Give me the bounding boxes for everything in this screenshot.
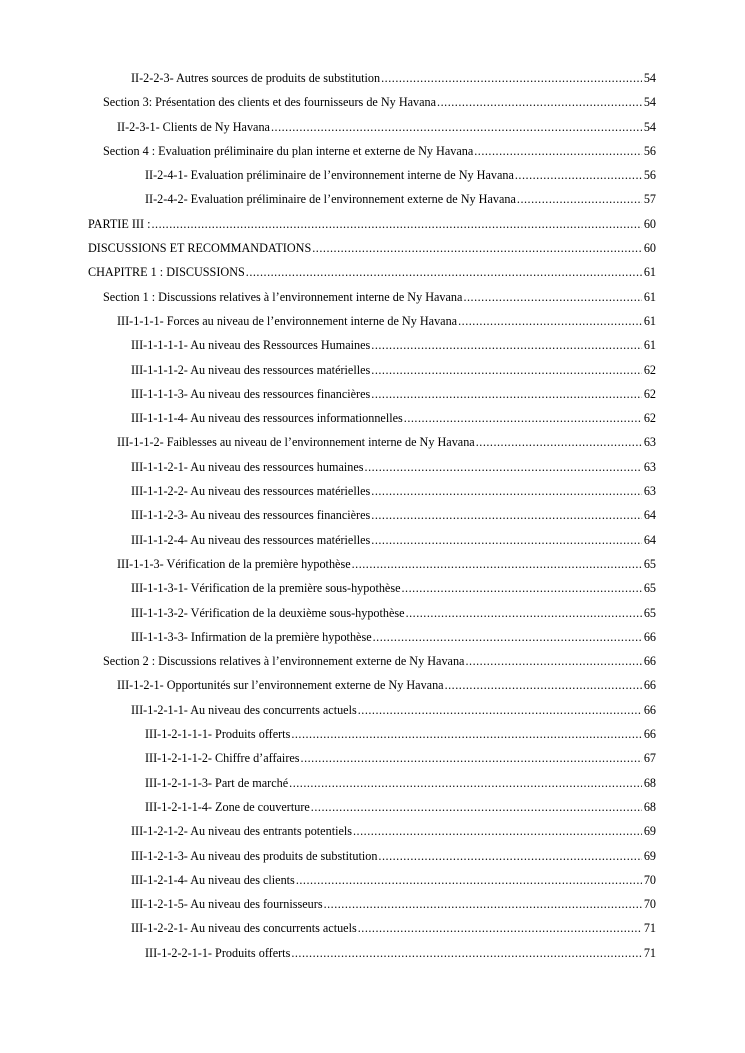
toc-entry[interactable] (0, 528, 745, 552)
toc-entry-label: II-2-4-2- Evaluation préliminaire de l’environnement externe de Ny Havana (145, 192, 516, 207)
dot-leader (246, 260, 642, 284)
toc-entry-page-number: 62 (643, 386, 656, 401)
toc-entry[interactable] (0, 795, 745, 819)
toc-entry-label: II-2-4-1- Evaluation préliminaire de l’environnement interne de Ny Havana (145, 168, 514, 183)
toc-entry[interactable] (0, 358, 745, 382)
toc-entry[interactable] (0, 649, 745, 673)
toc-entry-label: III-1-2-1-3- Au niveau des produits de substitution (131, 848, 378, 863)
dot-leader (312, 236, 642, 260)
dot-leader (476, 430, 642, 454)
toc-entry[interactable] (0, 673, 745, 697)
toc-entry[interactable] (0, 455, 745, 479)
toc-entry-page-number: 65 (643, 605, 656, 620)
toc-entry[interactable] (0, 285, 745, 309)
toc-entry[interactable] (0, 163, 745, 187)
dot-leader (404, 406, 642, 430)
toc-entry-page-number: 63 (643, 484, 656, 499)
toc-entry[interactable] (0, 941, 745, 965)
dot-leader (371, 503, 642, 527)
toc-entry[interactable] (0, 333, 745, 357)
toc-entry[interactable] (0, 552, 745, 576)
toc-entry-page-number: 61 (643, 289, 656, 304)
toc-entry-page-number: 70 (643, 897, 656, 912)
toc-entry-page-number: 68 (643, 799, 656, 814)
dot-leader (458, 309, 642, 333)
dot-leader (371, 479, 642, 503)
dot-leader (151, 212, 641, 236)
toc-entry[interactable] (0, 844, 745, 868)
toc-entry[interactable] (0, 503, 745, 527)
toc-entry-page-number: 66 (643, 727, 656, 742)
toc-entry-page-number: 62 (643, 362, 656, 377)
toc-entry-label: III-1-1-1-2- Au niveau des ressources matérielles (131, 362, 371, 377)
toc-entry-page-number: 54 (643, 119, 656, 134)
dot-leader (358, 698, 642, 722)
dot-leader (311, 795, 642, 819)
toc-entry-page-number: 63 (643, 435, 656, 450)
toc-entry-page-number: 66 (643, 678, 656, 693)
toc-entry-label: III-1-1-1- Forces au niveau de l’environnement interne de Ny Havana (117, 313, 458, 328)
dot-leader (301, 746, 642, 770)
toc-entry-label: III-1-2-1-2- Au niveau des entrants potentiels (131, 824, 352, 839)
toc-entry-label: III-1-2-2-1- Au niveau des concurrents actuels (131, 921, 357, 936)
toc-entry[interactable] (0, 260, 745, 284)
toc-entry-label: III-1-2-1-1-3- Part de marché (145, 775, 289, 790)
toc-entry-page-number: 65 (643, 581, 656, 596)
toc-entry-page-number: 67 (643, 751, 656, 766)
toc-entry-page-number: 61 (643, 313, 656, 328)
toc-entry[interactable] (0, 236, 745, 260)
dot-leader (465, 649, 641, 673)
toc-entry-page-number: 68 (643, 775, 656, 790)
toc-entry-page-number: 65 (643, 556, 656, 571)
table-of-contents (0, 66, 745, 965)
toc-entry-page-number: 61 (643, 265, 656, 280)
toc-entry-label: III-1-2-2-1-1- Produits offerts (145, 945, 291, 960)
dot-leader (296, 868, 642, 892)
dot-leader (373, 625, 642, 649)
toc-entry-page-number: 66 (643, 629, 656, 644)
toc-entry-label: Section 2 : Discussions relatives à l’environnement externe de Ny Havana (103, 654, 465, 669)
toc-entry[interactable] (0, 698, 745, 722)
toc-entry-label: III-1-1-2- Faiblesses au niveau de l’environnement interne de Ny Havana (117, 435, 475, 450)
toc-entry-page-number: 54 (643, 95, 656, 110)
toc-entry-label: III-1-2-1-1-4- Zone de couverture (145, 799, 310, 814)
toc-entry-label: III-1-2-1-1-2- Chiffre d’affaires (145, 751, 300, 766)
toc-entry-label: II-2-2-3- Autres sources de produits de substitution (131, 71, 381, 85)
toc-entry[interactable] (0, 746, 745, 770)
toc-entry[interactable] (0, 576, 745, 600)
toc-entry-page-number: 56 (643, 143, 656, 158)
toc-entry[interactable] (0, 382, 745, 406)
dot-leader (324, 892, 642, 916)
dot-leader (289, 771, 642, 795)
toc-entry[interactable] (0, 916, 745, 940)
toc-entry-label: III-1-1-3- Vérification de la première hypothèse (117, 556, 351, 571)
toc-entry-label: III-1-1-3-3- Infirmation de la première hypothèse (131, 629, 372, 644)
toc-entry-label: III-1-2-1-1- Au niveau des concurrents actuels (131, 702, 357, 717)
toc-entry-page-number: 60 (643, 241, 656, 256)
dot-leader (515, 163, 642, 187)
toc-entry-label: III-1-2-1-1-1- Produits offerts (145, 727, 291, 742)
toc-entry-label: CHAPITRE 1 : DISCUSSIONS (88, 265, 245, 280)
toc-entry-page-number: 60 (643, 216, 656, 231)
dot-leader (371, 528, 642, 552)
dot-leader (365, 455, 642, 479)
toc-entry-page-number: 54 (643, 71, 656, 85)
toc-entry[interactable] (0, 115, 745, 139)
toc-entry[interactable] (0, 625, 745, 649)
toc-entry-label: DISCUSSIONS ET RECOMMANDATIONS (88, 241, 312, 256)
toc-entry-page-number: 71 (643, 921, 656, 936)
toc-entry[interactable] (0, 212, 745, 236)
toc-entry-label: II-2-3-1- Clients de Ny Havana (117, 119, 270, 134)
toc-entry[interactable] (0, 90, 745, 114)
toc-entry-page-number: 64 (643, 532, 656, 547)
toc-entry-label: III-1-1-1-1- Au niveau des Ressources Humaines (131, 338, 371, 353)
toc-entry-label: III-1-1-2-2- Au niveau des ressources matérielles (131, 484, 371, 499)
dot-leader (437, 90, 642, 114)
toc-entry-label: PARTIE III : (88, 216, 151, 231)
toc-entry[interactable] (0, 868, 745, 892)
toc-entry-page-number: 69 (643, 824, 656, 839)
dot-leader (291, 941, 642, 965)
dot-leader (406, 601, 642, 625)
toc-entry-page-number: 64 (643, 508, 656, 523)
toc-entry-label: III-1-1-2-3- Au niveau des ressources financières (131, 508, 371, 523)
toc-entry[interactable] (0, 66, 745, 90)
dot-leader (381, 66, 642, 90)
toc-entry-label: III-1-1-1-4- Au niveau des ressources informationnelles (131, 411, 403, 426)
dot-leader (271, 115, 642, 139)
dot-leader (371, 382, 642, 406)
toc-entry-page-number: 71 (643, 945, 656, 960)
toc-entry[interactable] (0, 406, 745, 430)
toc-entry-page-number: 61 (643, 338, 656, 353)
dot-leader (371, 333, 642, 357)
toc-entry-label: Section 3: Présentation des clients et des fournisseurs de Ny Havana (103, 95, 437, 110)
toc-entry-page-number: 62 (643, 411, 656, 426)
dot-leader (353, 819, 642, 843)
toc-entry-page-number: 63 (643, 459, 656, 474)
dot-leader (352, 552, 642, 576)
toc-entry-label: III-1-2-1- Opportunités sur l’environnement externe de Ny Havana (117, 678, 444, 693)
dot-leader (371, 358, 642, 382)
toc-entry[interactable] (0, 430, 745, 454)
toc-entry[interactable] (0, 819, 745, 843)
toc-entry-label: III-1-1-3-1- Vérification de la première sous-hypothèse (131, 581, 401, 596)
toc-entry-label: III-1-2-1-4- Au niveau des clients (131, 872, 295, 887)
toc-entry-page-number: 66 (643, 702, 656, 717)
toc-entry[interactable] (0, 139, 745, 163)
toc-entry-label: III-1-1-3-2- Vérification de la deuxième sous-hypothèse (131, 605, 405, 620)
dot-leader (517, 187, 642, 211)
toc-entry[interactable] (0, 892, 745, 916)
toc-entry-page-number: 56 (643, 168, 656, 183)
dot-leader (463, 285, 641, 309)
dot-leader (402, 576, 642, 600)
toc-entry-label: III-1-1-2-4- Au niveau des ressources matérielles (131, 532, 371, 547)
toc-entry[interactable] (0, 309, 745, 333)
toc-entry[interactable] (0, 771, 745, 795)
toc-entry[interactable] (0, 601, 745, 625)
toc-entry-label: III-1-1-1-3- Au niveau des ressources financières (131, 386, 371, 401)
toc-entry[interactable] (0, 722, 745, 746)
toc-entry-label: III-1-1-2-1- Au niveau des ressources humaines (131, 459, 364, 474)
toc-entry-label: Section 4 : Evaluation préliminaire du plan interne et externe de Ny Havana (103, 143, 474, 158)
dot-leader (474, 139, 642, 163)
toc-entry-page-number: 57 (643, 192, 656, 207)
toc-entry-page-number: 69 (643, 848, 656, 863)
toc-entry-label: III-1-2-1-5- Au niveau des fournisseurs (131, 897, 323, 912)
toc-entry[interactable] (0, 479, 745, 503)
dot-leader (358, 916, 642, 940)
toc-entry-page-number: 70 (643, 872, 656, 887)
toc-entry-label: Section 1 : Discussions relatives à l’environnement interne de Ny Havana (103, 289, 463, 304)
dot-leader (291, 722, 642, 746)
toc-entry-page-number: 66 (643, 654, 656, 669)
dot-leader (378, 844, 641, 868)
toc-entry[interactable] (0, 187, 745, 211)
dot-leader (445, 673, 642, 697)
